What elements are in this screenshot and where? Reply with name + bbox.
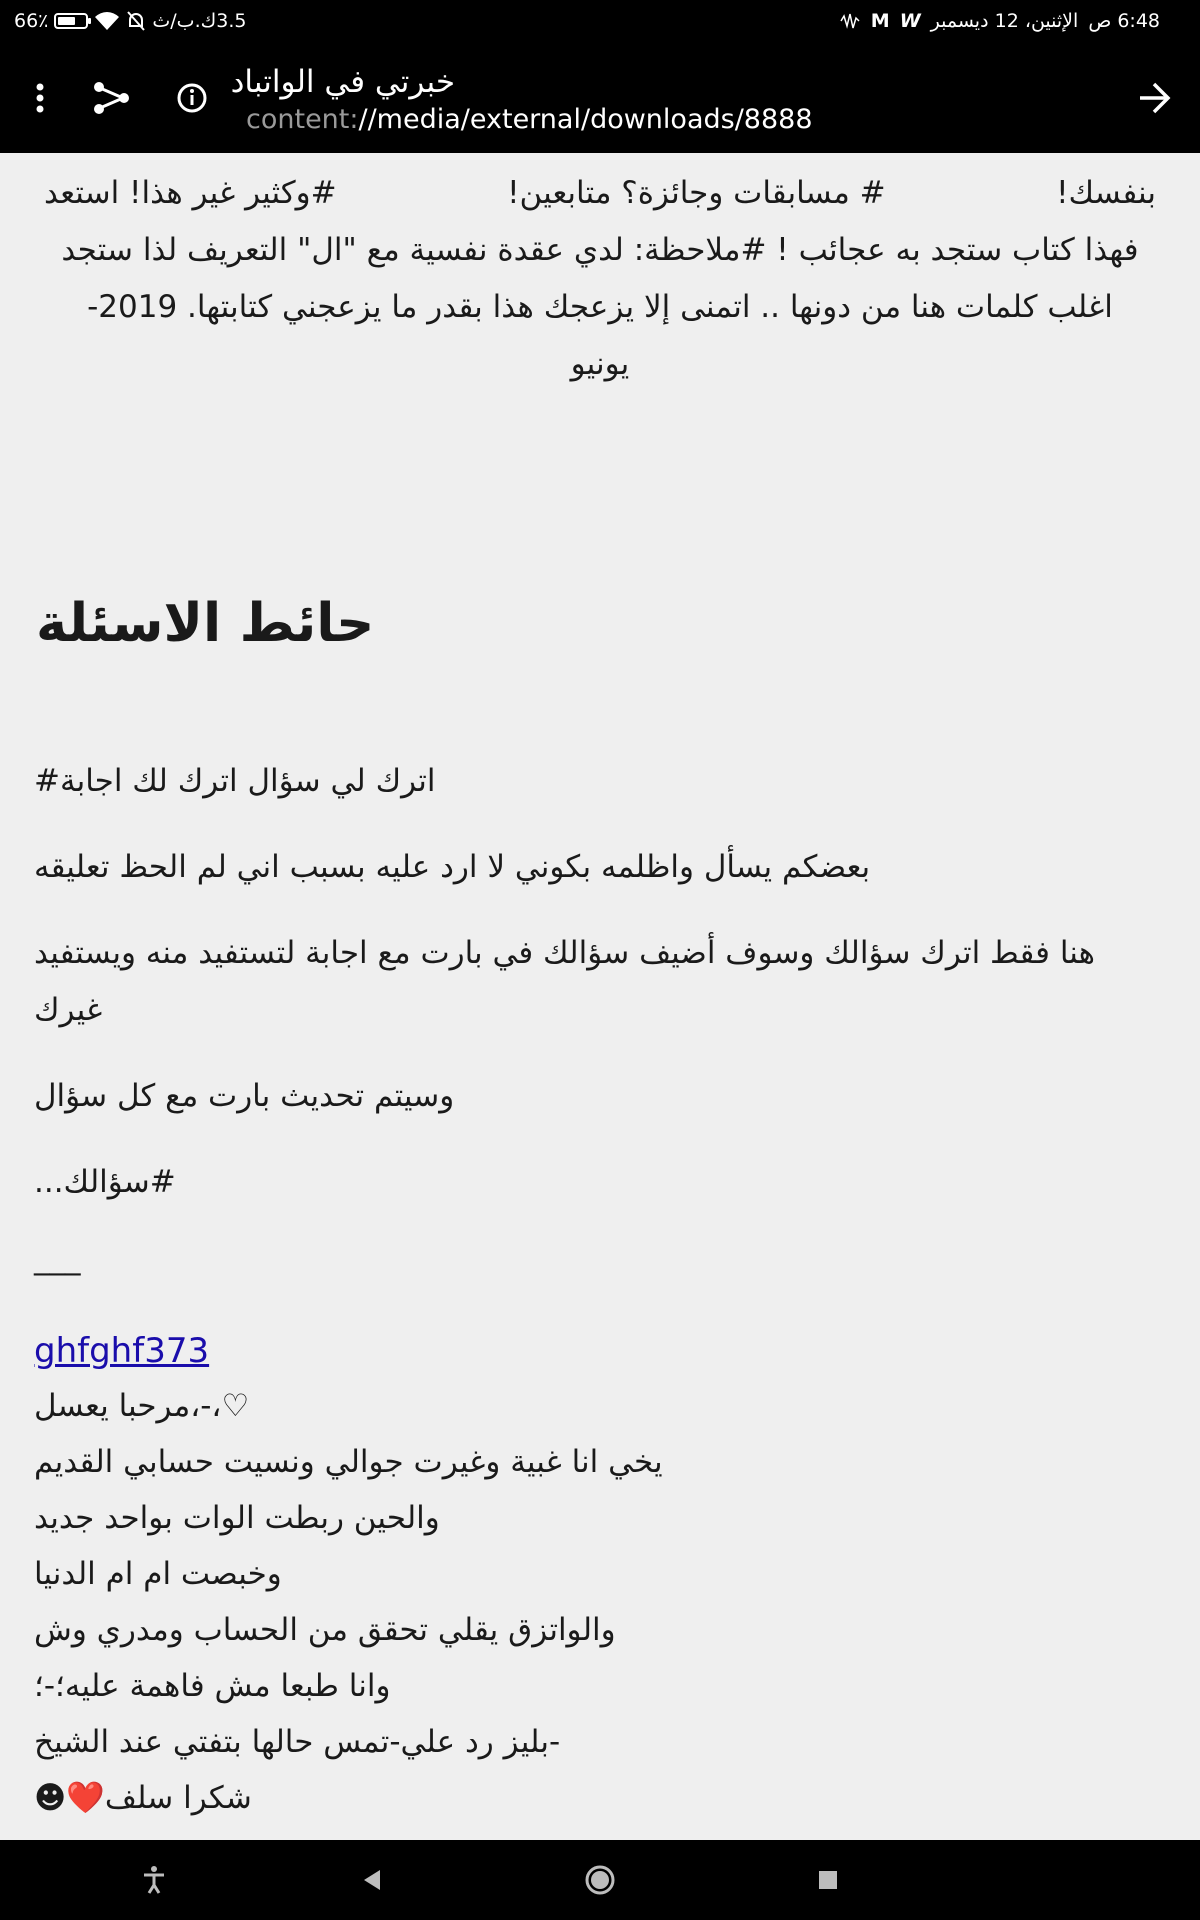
intro-text: بنفسك! — [1056, 175, 1156, 211]
gmail-icon: M — [870, 10, 890, 32]
battery-percent: 66٪ — [14, 10, 49, 32]
url-scheme: content: — [246, 104, 359, 135]
home-nav-icon[interactable] — [580, 1860, 620, 1900]
url-path: //media/external/downloads/8888 — [358, 104, 813, 135]
accessibility-icon[interactable] — [134, 1860, 174, 1900]
comment-line: شكرا سلف❤️☻ — [34, 1780, 252, 1816]
navigation-bar — [0, 1840, 1200, 1920]
network-speed: 3.5ك.ب/ث — [152, 10, 247, 32]
intro-paragraph — [44, 165, 1156, 393]
document-content[interactable] — [0, 153, 1200, 1840]
comment-line: والحين ربطت الوات بواحد جديد — [34, 1500, 440, 1536]
back-nav-icon[interactable] — [352, 1860, 392, 1900]
comment-line: يخي انا غبية وغيرت جوالي ونسيت حسابي القديم — [34, 1444, 663, 1480]
intro-line: فهذا كتاب ستجد به عجائب ! #ملاحظة: لدي عقدة نفسية مع "ال" التعريف لذا ستجد — [61, 232, 1139, 268]
comment-line: والواتزق يقلي تحقق من الحساب ومدري وش — [34, 1612, 616, 1648]
status-bar — [0, 0, 1200, 44]
comment-text — [34, 1378, 1164, 1826]
intro-line: اغلب كلمات هنا من دونها .. اتمنى إلا يزعجك هذا بقدر ما يزعجني كتابتها. 2019- — [87, 289, 1113, 325]
document-title: خبرتي في الواتباد — [230, 64, 455, 100]
paragraph: وسيتم تحديث بارت مع كل سؤال — [34, 1078, 455, 1114]
paragraph: هنا فقط اترك سؤالك وسوف أضيف سؤالك في بارت مع اجابة لتستفيد منه ويستفيد غيرك — [34, 935, 1095, 1028]
more-vert-icon[interactable] — [16, 74, 64, 122]
comment-line: -بليز رد علي-تمس حالها بتفتي عند الشيخ — [34, 1724, 561, 1760]
section-heading: حائط الاسئلة — [36, 593, 375, 654]
intro-line — [44, 165, 1156, 222]
comment-line: وخبصت ام ام الدنيا — [34, 1556, 282, 1592]
arrow-back-icon[interactable] — [1130, 74, 1178, 122]
intro-line: يونيو — [570, 346, 630, 382]
comment-line: ♡،-،مرحبا يعسل — [34, 1388, 250, 1424]
status-time: 6:48 ص — [1088, 10, 1160, 32]
intro-text: # مسابقات وجائزة؟ متابعين! — [507, 175, 886, 211]
status-right — [839, 10, 1160, 32]
share-icon[interactable] — [88, 74, 136, 122]
username-link[interactable]: ghfghf373 — [34, 1331, 210, 1371]
recents-nav-icon[interactable] — [808, 1860, 848, 1900]
paragraph: بعضكم يسأل واظلمه بكوني لا ارد عليه بسبب اني لم الحظ تعليقه — [34, 849, 871, 885]
info-icon[interactable] — [168, 74, 216, 122]
document-url — [246, 104, 813, 135]
audio-wave-icon — [839, 12, 861, 30]
paragraph: اترك لي سؤال اترك لك اجابة# — [34, 763, 436, 799]
wattpad-icon: W — [899, 10, 921, 32]
status-left — [14, 10, 246, 32]
comment-line: وانا طبعا مش فاهمة عليه؛-؛ — [34, 1668, 391, 1704]
intro-text: #وكثير غير هذا! استعد — [44, 175, 337, 211]
wifi-icon — [94, 10, 120, 32]
mute-bell-icon — [126, 10, 146, 32]
status-date: الإثنين، 12 ديسمبر — [930, 10, 1079, 32]
paragraph: #سؤالك... — [34, 1164, 176, 1200]
app-bar — [0, 44, 1200, 153]
separator: ___ — [34, 1240, 81, 1276]
battery-icon — [54, 13, 88, 29]
